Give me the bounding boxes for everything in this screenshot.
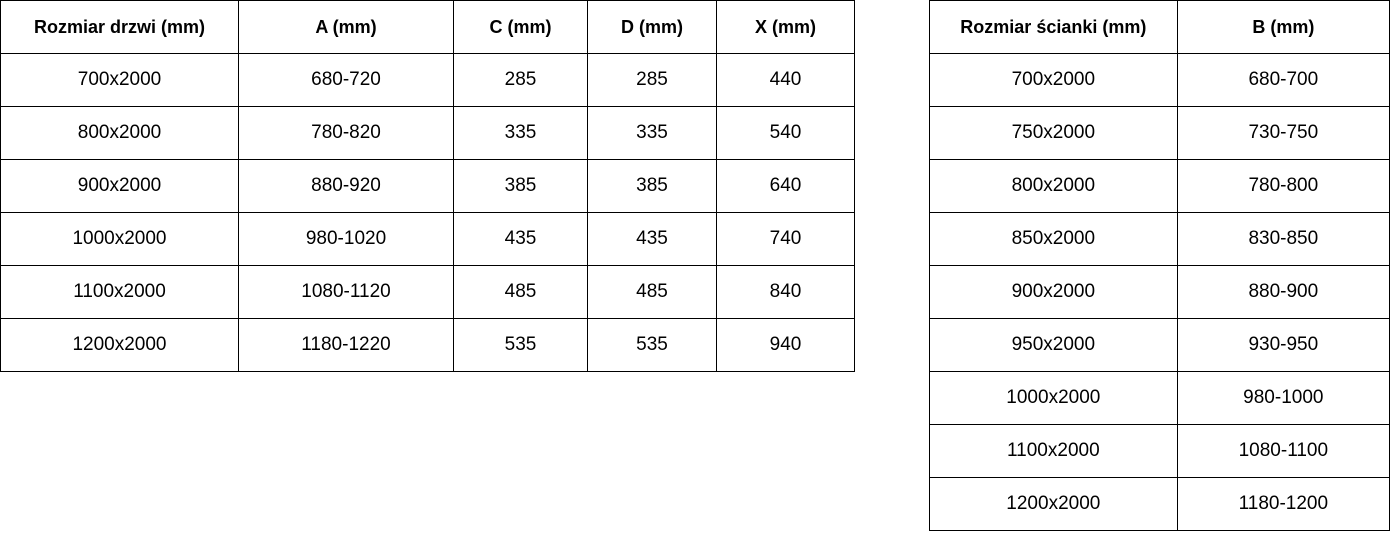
- column-header-wall-size: Rozmiar ścianki (mm): [930, 1, 1178, 54]
- table-row: [1, 213, 855, 266]
- table-row: [930, 213, 1390, 266]
- cell-door-size: 800x2000: [1, 107, 239, 160]
- cell-c: 435: [454, 213, 588, 266]
- cell-b: 730-750: [1177, 107, 1389, 160]
- table-row: [930, 266, 1390, 319]
- cell-c: 285: [454, 54, 588, 107]
- table-row: [930, 54, 1390, 107]
- cell-x: 540: [717, 107, 855, 160]
- cell-d: 385: [588, 160, 717, 213]
- cell-b: 1080-1100: [1177, 425, 1389, 478]
- cell-a: 1080-1120: [239, 266, 454, 319]
- cell-wall-size: 1200x2000: [930, 478, 1178, 531]
- cell-x: 940: [717, 319, 855, 372]
- table-header-row: [1, 1, 855, 54]
- table-row: [1, 266, 855, 319]
- cell-b: 780-800: [1177, 160, 1389, 213]
- column-header-door-size: Rozmiar drzwi (mm): [1, 1, 239, 54]
- table-row: [930, 107, 1390, 160]
- table-row: [930, 319, 1390, 372]
- cell-c: 385: [454, 160, 588, 213]
- cell-b: 980-1000: [1177, 372, 1389, 425]
- doors-dimensions-table-container: [0, 0, 855, 372]
- cell-a: 680-720: [239, 54, 454, 107]
- cell-x: 740: [717, 213, 855, 266]
- cell-a: 880-920: [239, 160, 454, 213]
- column-header-d: D (mm): [588, 1, 717, 54]
- table-row: [930, 160, 1390, 213]
- cell-wall-size: 750x2000: [930, 107, 1178, 160]
- cell-c: 485: [454, 266, 588, 319]
- table-row: [1, 160, 855, 213]
- cell-x: 640: [717, 160, 855, 213]
- cell-b: 930-950: [1177, 319, 1389, 372]
- cell-x: 440: [717, 54, 855, 107]
- wall-dimensions-table: [929, 0, 1390, 531]
- table-row: [930, 478, 1390, 531]
- table-row: [1, 107, 855, 160]
- cell-door-size: 1000x2000: [1, 213, 239, 266]
- cell-wall-size: 700x2000: [930, 54, 1178, 107]
- cell-wall-size: 900x2000: [930, 266, 1178, 319]
- cell-wall-size: 850x2000: [930, 213, 1178, 266]
- cell-wall-size: 800x2000: [930, 160, 1178, 213]
- cell-wall-size: 1000x2000: [930, 372, 1178, 425]
- column-header-a: A (mm): [239, 1, 454, 54]
- cell-a: 1180-1220: [239, 319, 454, 372]
- column-header-b: B (mm): [1177, 1, 1389, 54]
- cell-door-size: 900x2000: [1, 160, 239, 213]
- wall-dimensions-table-container: [929, 0, 1390, 531]
- cell-x: 840: [717, 266, 855, 319]
- cell-d: 535: [588, 319, 717, 372]
- cell-b: 1180-1200: [1177, 478, 1389, 531]
- cell-b: 880-900: [1177, 266, 1389, 319]
- doors-dimensions-table: [0, 0, 855, 372]
- cell-wall-size: 1100x2000: [930, 425, 1178, 478]
- cell-d: 285: [588, 54, 717, 107]
- cell-d: 485: [588, 266, 717, 319]
- table-row: [930, 425, 1390, 478]
- cell-c: 535: [454, 319, 588, 372]
- cell-door-size: 700x2000: [1, 54, 239, 107]
- cell-d: 335: [588, 107, 717, 160]
- cell-a: 780-820: [239, 107, 454, 160]
- cell-door-size: 1200x2000: [1, 319, 239, 372]
- cell-door-size: 1100x2000: [1, 266, 239, 319]
- column-header-x: X (mm): [717, 1, 855, 54]
- column-header-c: C (mm): [454, 1, 588, 54]
- cell-c: 335: [454, 107, 588, 160]
- table-header-row: [930, 1, 1390, 54]
- table-row: [1, 319, 855, 372]
- table-row: [1, 54, 855, 107]
- cell-b: 830-850: [1177, 213, 1389, 266]
- cell-a: 980-1020: [239, 213, 454, 266]
- cell-wall-size: 950x2000: [930, 319, 1178, 372]
- cell-d: 435: [588, 213, 717, 266]
- table-row: [930, 372, 1390, 425]
- cell-b: 680-700: [1177, 54, 1389, 107]
